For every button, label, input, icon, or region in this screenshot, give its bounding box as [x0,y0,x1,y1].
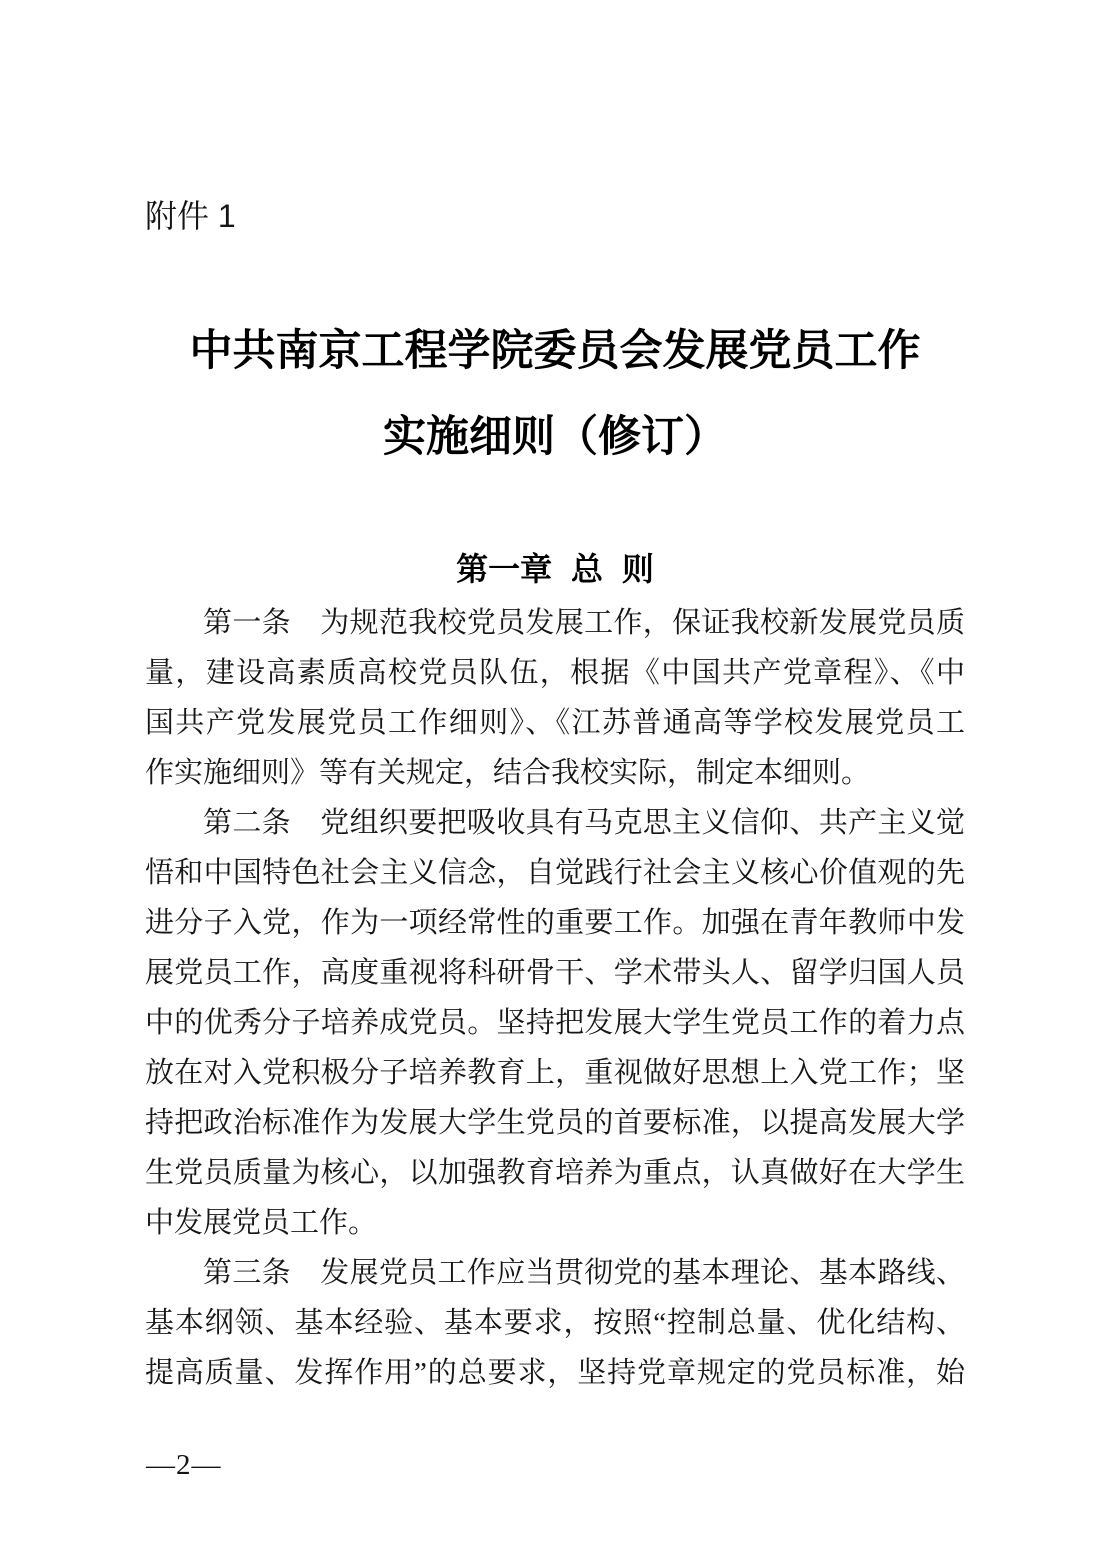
body-text-line: 提高质量、发挥作用”的总要求，坚持党章规定的党员标准，始 [145,1357,965,1389]
document-title-line1: 中共南京工程学院委员会发展党员工作 [189,328,921,375]
body-text-line: 第三条 发展党员工作应当贯彻党的基本理论、基本路线、 [203,1257,965,1289]
body-text-line: 国共产党发展党员工作细则》、《江苏普通高等学校发展党员工 [145,707,965,739]
document-body [145,598,965,1398]
body-text-line: 作实施细则》等有关规定，结合我校实际，制定本细则。 [145,757,871,789]
body-text-line: 第一条 为规范我校党员发展工作，保证我校新发展党员质 [203,607,965,639]
body-text-line: 中发展党员工作。 [145,1207,378,1239]
body-text-line: 进分子入党，作为一项经常性的重要工作。加强在青年教师中发 [145,907,965,939]
body-text-line: 中的优秀分子培养成党员。坚持把发展大学生党员工作的着力点 [145,1007,965,1039]
body-text-line: 放在对入党积极分子培养教育上，重视做好思想上入党工作；坚 [145,1057,965,1089]
document-title-line2: 实施细则（修订） [383,414,727,461]
body-text-line: 展党员工作，高度重视将科研骨干、学术带头人、留学归国人员 [145,957,965,989]
body-text-line: 生党员质量为核心，以加强教育培养为重点，认真做好在大学生 [145,1157,965,1189]
attachment-label: 附件 1 [145,198,236,234]
body-text-line: 持把政治标准作为发展大学生党员的首要标准，以提高发展大学 [145,1107,965,1139]
chapter-heading: 第一章 总 则 [456,551,654,587]
page-number: —2— [146,1449,222,1481]
body-text-line: 基本纲领、基本经验、基本要求，按照“控制总量、优化结构、 [145,1307,965,1339]
body-text-line: 量，建设高素质高校党员队伍，根据《中国共产党章程》、《中 [145,657,965,689]
body-text-line: 第二条 党组织要把吸收具有马克思主义信仰、共产主义觉 [203,807,965,839]
body-text-line: 悟和中国特色社会主义信念，自觉践行社会主义核心价值观的先 [145,857,965,889]
